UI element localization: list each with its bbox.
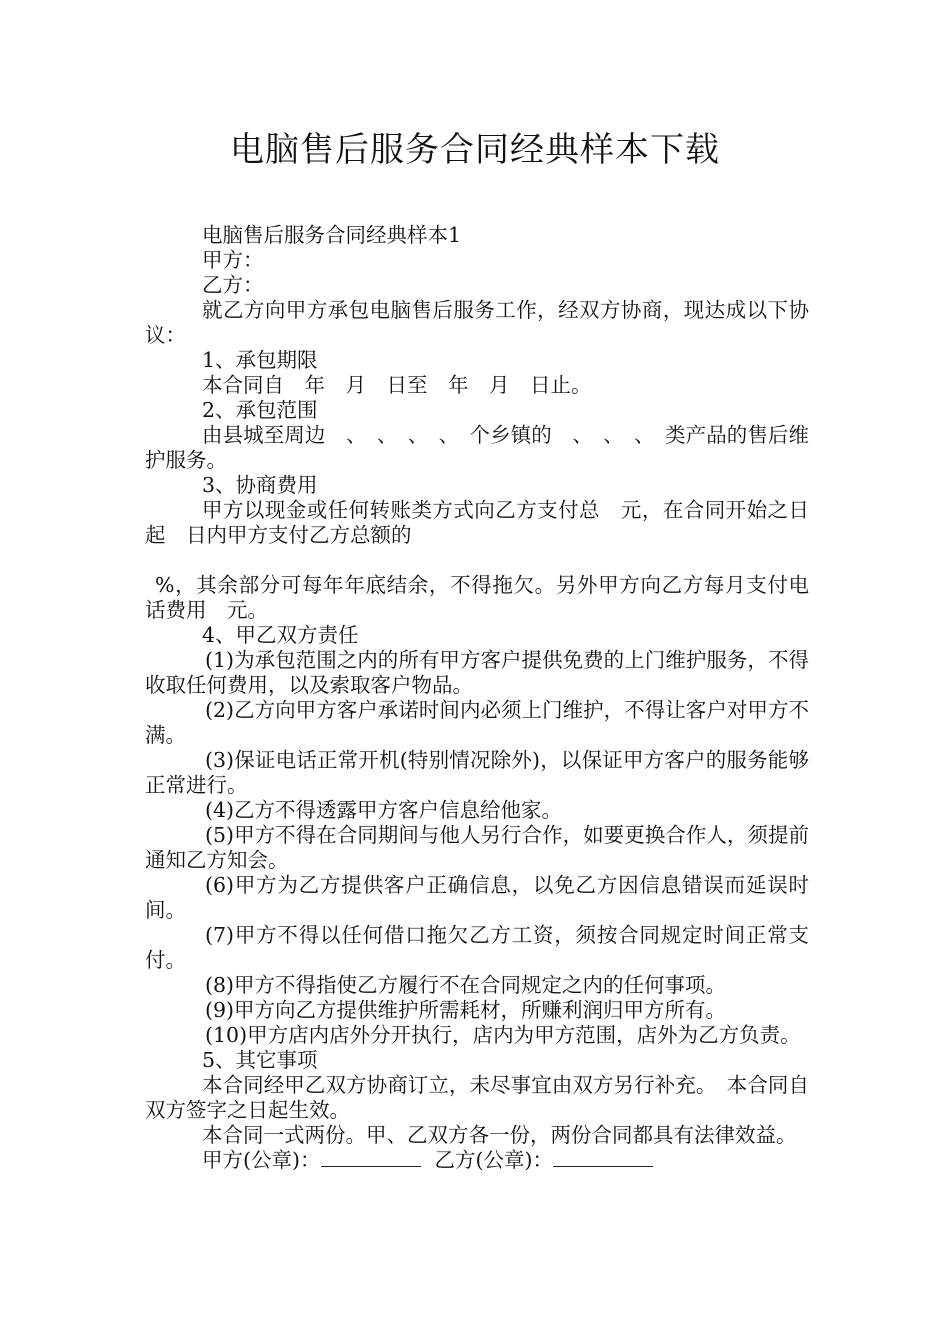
party-b-seal-blank bbox=[553, 1148, 653, 1167]
party-b-seal-label: 乙方(公章)： bbox=[434, 1148, 553, 1172]
fees-paragraph-continued: %，其余部分可每年年底结余，不得拖欠。另外甲方向乙方每月支付电话费用 元。 bbox=[145, 573, 809, 622]
responsibility-item: (4)乙方不得透露甲方客户信息给他家。 bbox=[205, 798, 563, 822]
scope-paragraph: 由县城至周边 、 、 、 、 个乡镇的 、 、 、 类产品的售后维护服务。 bbox=[145, 423, 809, 472]
responsibility-item: (1)为承包范围之内的所有甲方客户提供免费的上门维护服务，不得收取任何费用，以及索取客户物品。 bbox=[145, 648, 809, 697]
party-a-seal-blank bbox=[321, 1148, 421, 1167]
signature-line bbox=[145, 1148, 809, 1173]
section-heading-other: 5、其它事项 bbox=[202, 1048, 318, 1072]
responsibility-item: (3)保证电话正常开机(特别情况除外)，以保证甲方客户的服务能够正常进行。 bbox=[145, 748, 809, 797]
party-b-line: 乙方： bbox=[202, 273, 264, 297]
preamble-paragraph: 就乙方向甲方承包电脑售后服务工作，经双方协商，现达成以下协议： bbox=[145, 298, 809, 347]
other-paragraph: 本合同经甲乙双方协商订立，未尽事宜由双方另行补充。 本合同自双方签字之日起生效。 bbox=[145, 1073, 809, 1122]
responsibility-item: (5)甲方不得在合同期间与他人另行合作，如要更换合作人，须提前通知乙方知会。 bbox=[145, 823, 809, 872]
party-a-seal-label: 甲方(公章)： bbox=[202, 1148, 321, 1172]
responsibility-item: (8)甲方不得指使乙方履行不在合同规定之内的任何事项。 bbox=[205, 973, 727, 997]
section-heading-responsibilities: 4、甲乙双方责任 bbox=[202, 623, 359, 647]
responsibility-item: (2)乙方向甲方客户承诺时间内必须上门维护，不得让客户对甲方不满。 bbox=[145, 698, 809, 747]
document-body bbox=[145, 223, 809, 1173]
sample-heading: 电脑售后服务合同经典样本1 bbox=[202, 223, 462, 247]
section-heading-fees: 3、协商费用 bbox=[202, 473, 318, 497]
fees-paragraph: 甲方以现金或任何转账类方式向乙方支付总 元，在合同开始之日起 日内甲方支付乙方总额的 bbox=[145, 498, 809, 547]
term-paragraph: 本合同自 年 月 日至 年 月 日止。 bbox=[202, 373, 592, 397]
document-title: 电脑售后服务合同经典样本下载 bbox=[230, 130, 720, 170]
section-heading-term: 1、承包期限 bbox=[202, 348, 318, 372]
responsibility-item: (9)甲方向乙方提供维护所需耗材，所赚利润归甲方所有。 bbox=[205, 998, 727, 1022]
responsibility-item: (7)甲方不得以任何借口拖欠乙方工资，须按合同规定时间正常支付。 bbox=[145, 923, 809, 972]
section-heading-scope: 2、承包范围 bbox=[202, 398, 318, 422]
copies-paragraph: 本合同一式两份。甲、乙双方各一份，两份合同都具有法律效益。 bbox=[202, 1123, 797, 1147]
party-a-line: 甲方： bbox=[202, 248, 264, 272]
responsibility-item: (10)甲方店内店外分开执行，店内为甲方范围，店外为乙方负责。 bbox=[205, 1023, 801, 1047]
responsibility-item: (6)甲方为乙方提供客户正确信息，以免乙方因信息错误而延误时间。 bbox=[145, 873, 809, 922]
